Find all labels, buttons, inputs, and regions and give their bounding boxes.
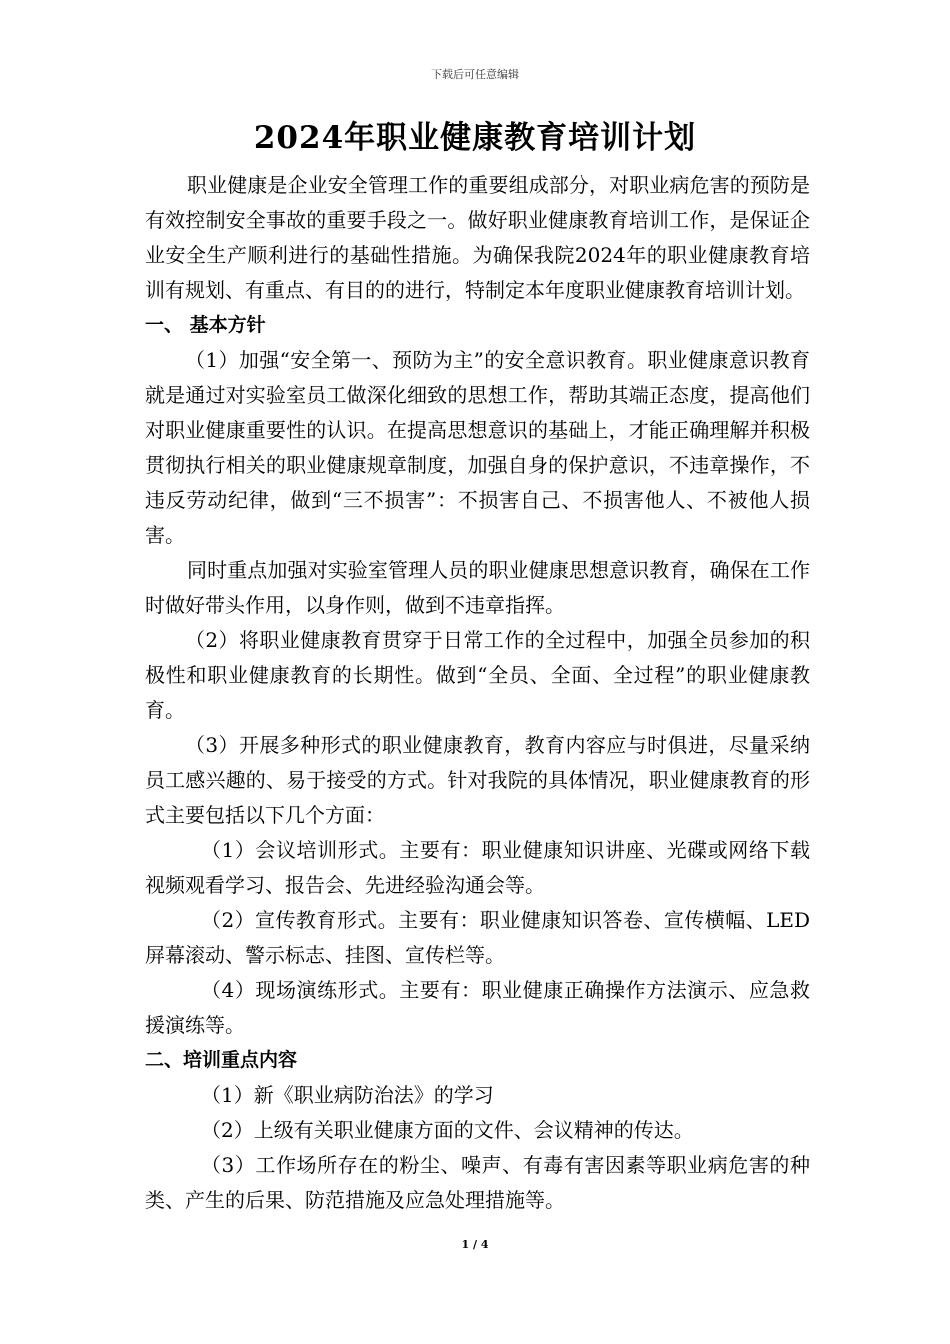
policy-paragraph-2: 同时重点加强对实验室管理人员的职业健康思想意识教育，确保在工作时做好带头作用，以身作则，做到不违章指挥。 xyxy=(145,558,810,617)
policy-paragraph-4: （3）开展多种形式的职业健康教育，教育内容应与时俱进，尽量采纳员工感兴趣的、易于接受的方式。针对我院的具体情况，职业健康教育的形式主要包括以下几个方面： xyxy=(145,733,810,827)
focus-paragraph-1: （1）新《职业病防治法》的学习 xyxy=(201,1083,494,1107)
document-body xyxy=(145,168,810,1218)
page-number: 1 / 4 xyxy=(461,1238,489,1251)
policy-paragraph-5: （1）会议培训形式。主要有：职业健康知识讲座、光碟或网络下载视频观看学习、报告会、先进经验沟通会等。 xyxy=(145,838,810,897)
focus-paragraph-2: （2）上级有关职业健康方面的文件、会议精神的传达。 xyxy=(201,1118,694,1142)
policy-paragraph-6: （2）宣传教育形式。主要有：职业健康知识答卷、宣传横幅、LED屏幕滚动、警示标志、挂图、宣传栏等。 xyxy=(145,908,810,967)
document-title: 2024年职业健康教育培训计划 xyxy=(253,120,697,156)
section-heading-training-focus: 二、培训重点内容 xyxy=(145,1049,298,1071)
focus-paragraph-3: （3）工作场所存在的粉尘、噪声、有毒有害因素等职业病危害的种类、产生的后果、防范措施及应急处理措施等。 xyxy=(145,1153,810,1212)
policy-paragraph-3: （2）将职业健康教育贯穿于日常工作的全过程中，加强全员参加的积极性和职业健康教育的长期性。做到“全员、全面、全过程”的职业健康教育。 xyxy=(145,628,810,722)
intro-paragraph: 职业健康是企业安全管理工作的重要组成部分，对职业病危害的预防是有效控制安全事故的重要手段之一。做好职业健康教育培训工作，是保证企业安全生产顺利进行的基础性措施。为确保我院2024年的职业健康教育培训有规划、有重点、有目的的进行，特制定本年度职业健康教育培训计划。 xyxy=(145,173,810,302)
section-heading-basic-policy: 一、 基本方针 xyxy=(145,314,266,336)
header-note: 下载后可任意编辑 xyxy=(431,68,519,81)
policy-paragraph-1: （1）加强“安全第一、预防为主”的安全意识教育。职业健康意识教育就是通过对实验室员工做深化细致的思想工作，帮助其端正态度，提高他们对职业健康重要性的认识。在提高思想意识的基础上，才能正确理解并积极贯彻执行相关的职业健康规章制度，加强自身的保护意识，不违章操作，不违反劳动纪律，做到“三不损害”：不损害自己、不损害他人、不被他人损害。 xyxy=(145,348,810,547)
policy-paragraph-7: （4）现场演练形式。主要有：职业健康正确操作方法演示、应急救援演练等。 xyxy=(145,978,810,1037)
